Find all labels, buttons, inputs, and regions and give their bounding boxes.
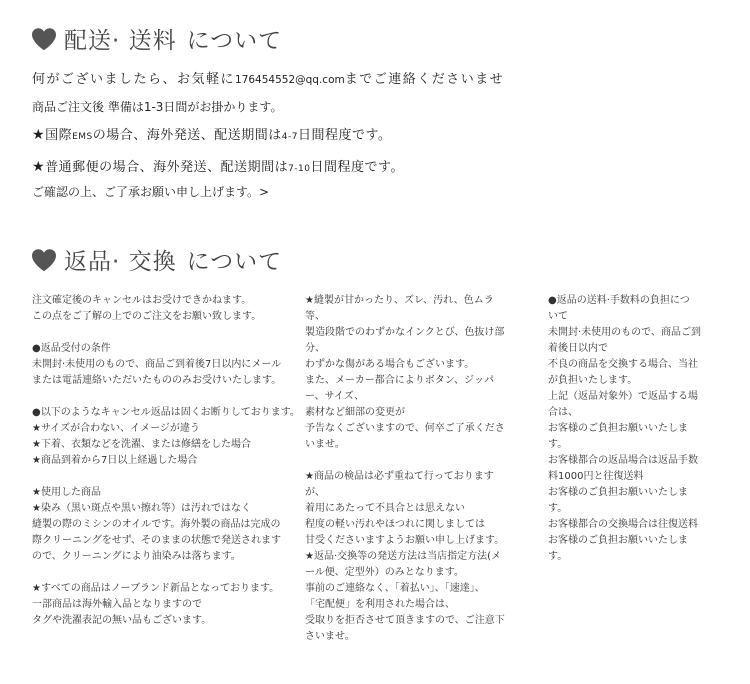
policy-line: または電話連絡いただいたもののみお受けいたします。 bbox=[32, 375, 282, 386]
policy-line: お客様のご負担お願いいたしま bbox=[548, 535, 688, 546]
policy-line: が負担いたします。 bbox=[548, 375, 638, 386]
policy-line: ール便、定型外）のみとなります。 bbox=[305, 567, 464, 578]
returns-heading-suffix: について bbox=[186, 249, 283, 275]
heart-icon bbox=[30, 248, 58, 272]
policy-line: 際クリーニングをせず、そのままの状態で発送されます bbox=[32, 535, 281, 546]
policy-line: いて bbox=[548, 311, 568, 322]
policy-line: また、メーカー都合によりボタン、ジッパ bbox=[305, 375, 494, 386]
ems-text-c: の場合、海外発送、配送期間は bbox=[92, 128, 282, 143]
policy-line: 分、 bbox=[305, 343, 325, 354]
policy-line: 等、 bbox=[305, 311, 325, 322]
policy-line: ●返品の送料·手数料の負担につ bbox=[548, 295, 690, 306]
paragraph-gap bbox=[32, 325, 292, 341]
policy-line: お客様のご負担お願いいたしま bbox=[548, 487, 688, 498]
policy-line: 甘受くださいますようお願い申し上げます。 bbox=[305, 535, 505, 546]
policy-line: ★商品の検品は必ず重ねて行っております bbox=[305, 471, 494, 482]
star-icon: ★ bbox=[32, 127, 46, 143]
policy-line: 注文確定後のキャンセルはお受けできかねます。 bbox=[32, 295, 252, 306]
policy-line: が、 bbox=[305, 487, 325, 498]
policy-line: 縫製の際のミシンのオイルです。海外製の商品は完成の bbox=[32, 519, 281, 530]
policy-line: ので、クリーニングにより油染みは落ちます。 bbox=[32, 551, 241, 562]
policy-line: 素材など細部の変更が bbox=[305, 407, 405, 418]
policy-line: 「宅配便」を利用された場合は、 bbox=[305, 599, 455, 610]
ems-text-a: 国際 bbox=[45, 128, 73, 143]
policy-line: 事前のご連絡なく、「着払い」、「速達」、 bbox=[305, 583, 485, 594]
normal-days: 7-10 bbox=[288, 164, 311, 174]
policy-line: お客様のご負担お願いいたしま bbox=[548, 423, 688, 434]
policy-line: ★使用した商品 bbox=[32, 487, 101, 498]
policy-line: 予告なくございますので、何卒ご了承くださ bbox=[305, 423, 505, 434]
ems-line bbox=[32, 124, 391, 143]
policy-line: ★染み（黒い斑点や黒い擦れ等）は汚れではなく bbox=[32, 503, 251, 514]
paragraph-gap bbox=[32, 565, 292, 581]
policy-line: ★返品·交換等の発送方法は当店指定方法(メ bbox=[305, 551, 502, 562]
shipping-heading-suffix: について bbox=[186, 28, 283, 54]
policy-line: ー、サイズ、 bbox=[305, 391, 365, 402]
policy-line: 料1000円と往復送料 bbox=[548, 471, 644, 482]
policy-line: 未開封·未使用のもので、商品ご到着後7日以内にメール bbox=[32, 359, 282, 370]
shipping-heading-title: 配送· 送料 bbox=[64, 28, 177, 54]
normal-text-a: 普通郵便の場合、海外発送、配送期間は bbox=[45, 160, 289, 175]
policy-line: す。 bbox=[548, 439, 568, 450]
policy-line: お客様都合の交換場合は往復送料 bbox=[548, 519, 698, 530]
policy-line: 程度の軽い汚れやほつれに関しましては bbox=[305, 519, 485, 530]
policy-line: 受取りを拒否させて頂きますので、ご注意下 bbox=[305, 615, 505, 626]
policy-line: さいませ。 bbox=[305, 631, 355, 642]
paragraph-gap bbox=[32, 469, 292, 485]
returns-column-3 bbox=[548, 293, 748, 565]
policy-line: す。 bbox=[548, 503, 568, 514]
contact-text: 何がございましたら、お気軽に bbox=[32, 72, 236, 87]
shipping-heading bbox=[30, 22, 282, 55]
policy-line: この点をご了解の上でのご注文をお願い致します。 bbox=[32, 311, 262, 322]
policy-line: す。 bbox=[548, 551, 568, 562]
normal-mail-line bbox=[32, 156, 404, 175]
ems-text-e: 日間程度です。 bbox=[297, 128, 392, 143]
ems-days: 4-7 bbox=[281, 132, 298, 142]
policy-line: 未開封·未使用のもので、商品ご到 bbox=[548, 327, 701, 338]
contact-email: 176454552@qq.com bbox=[235, 74, 345, 86]
ems-label: EMS bbox=[72, 132, 93, 142]
policy-line: 着用にあたって不具合とは思えない bbox=[305, 503, 465, 514]
policy-line: 製造段階でのわずかなインクとび、色抜け部 bbox=[305, 327, 505, 338]
policy-line: 合は、 bbox=[548, 407, 578, 418]
policy-line: ★すべての商品はノーブランド新品となっております。 bbox=[32, 583, 280, 594]
policy-line: ★縫製が甘かったり、ズレ、汚れ、色ムラ bbox=[305, 295, 494, 306]
confirm-line: ご確認の上、ご了承お願い申し上げます。> bbox=[32, 185, 270, 199]
policy-line: ★商品到着から7日以上経過した場合 bbox=[32, 455, 198, 466]
contact-line bbox=[32, 68, 504, 87]
returns-heading-title: 返品· 交換 bbox=[64, 249, 177, 275]
policy-line: いませ。 bbox=[305, 439, 345, 450]
policy-line: 着後日以内で bbox=[548, 343, 608, 354]
policy-line: ●返品受付の条件 bbox=[32, 343, 111, 354]
returns-heading bbox=[30, 243, 282, 276]
policy-line: 不良の商品を交換する場合、当社 bbox=[548, 359, 698, 370]
paragraph-gap bbox=[305, 453, 535, 469]
policy-line: ●以下のようなキャンセル返品は固くお断りしております。 bbox=[32, 407, 300, 418]
policy-line: お客様都合の返品場合は返品手数 bbox=[548, 455, 698, 466]
policy-line: ★下着、衣類などを洗濯、または修繕をした場合 bbox=[32, 439, 251, 450]
heart-icon bbox=[30, 27, 58, 51]
policy-line: わずかな傷がある場合もございます。 bbox=[305, 359, 475, 370]
policy-line: 上記（返品対象外）で返品する場 bbox=[548, 391, 698, 402]
star-icon: ★ bbox=[32, 159, 46, 175]
normal-text-c: 日間程度です。 bbox=[310, 160, 404, 175]
policy-line: ★サイズが合わない、イメージが違う bbox=[32, 423, 200, 434]
preparation-line: 商品ご注文後 準備は1-3日間がお掛かります。 bbox=[32, 100, 283, 114]
policy-line: タグや洗濯表記の無い品もございます。 bbox=[32, 615, 212, 626]
returns-column-2 bbox=[305, 293, 535, 645]
paragraph-gap bbox=[32, 389, 292, 405]
contact-text-end: までご連絡くださいませ bbox=[344, 72, 505, 87]
returns-column-1 bbox=[32, 293, 300, 629]
policy-line: 一部商品は海外輸入品となりますので bbox=[32, 599, 202, 610]
